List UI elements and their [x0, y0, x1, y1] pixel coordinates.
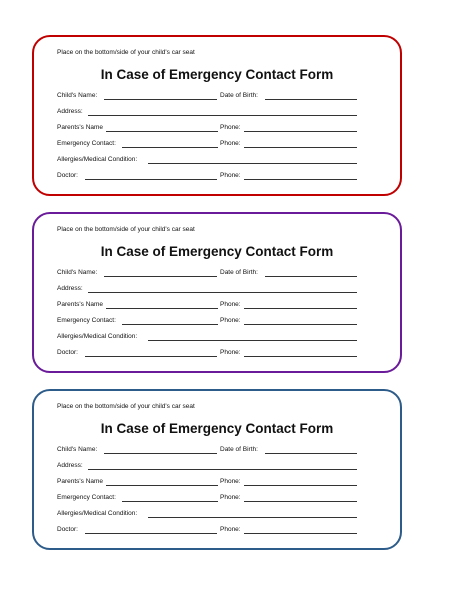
doctor-label: Doctor: [57, 526, 78, 533]
phone-label: Phone: [220, 349, 241, 356]
parents-name-label: Parents's Name [57, 124, 104, 131]
parents-name-field[interactable] [106, 131, 218, 132]
emergency-contact-label: Emergency Contact: [57, 494, 116, 501]
childs-name-label: Child's Name: [57, 446, 98, 453]
phone-label: Phone: [220, 478, 241, 485]
doctor-field[interactable] [85, 356, 217, 357]
parents-name-field[interactable] [106, 308, 218, 309]
phone-label: Phone: [220, 124, 241, 131]
card-note: Place on the bottom/side of your child's car seat [57, 49, 195, 56]
allergies-label: Allergies/Medical Condition: [57, 510, 138, 517]
date-of-birth-label: Date of Birth: [220, 92, 258, 99]
phone-label: Phone: [220, 317, 241, 324]
card-note: Place on the bottom/side of your child's car seat [57, 226, 195, 233]
doctor-phone-field[interactable] [244, 179, 357, 180]
address-field[interactable] [88, 292, 357, 293]
parents-phone-field[interactable] [244, 485, 357, 486]
parents-name-label: Parents's Name [57, 301, 104, 308]
emergency-contact-field[interactable] [122, 324, 218, 325]
emergency-contact-field[interactable] [122, 501, 218, 502]
allergies-label: Allergies/Medical Condition: [57, 156, 138, 163]
date-of-birth-label: Date of Birth: [220, 269, 258, 276]
phone-label: Phone: [220, 301, 241, 308]
allergies-field[interactable] [148, 340, 357, 341]
form-title: In Case of Emergency Contact Form [100, 67, 334, 82]
date-of-birth-label: Date of Birth: [220, 446, 258, 453]
parents-name-field[interactable] [106, 485, 218, 486]
childs-name-label: Child's Name: [57, 269, 98, 276]
address-field[interactable] [88, 115, 357, 116]
childs-name-label: Child's Name: [57, 92, 98, 99]
doctor-field[interactable] [85, 533, 217, 534]
address-label: Address: [57, 108, 83, 115]
date-of-birth-field[interactable] [265, 453, 357, 454]
parents-phone-field[interactable] [244, 308, 357, 309]
emergency-contact-label: Emergency Contact: [57, 317, 116, 324]
doctor-phone-field[interactable] [244, 533, 357, 534]
allergies-label: Allergies/Medical Condition: [57, 333, 138, 340]
phone-label: Phone: [220, 172, 241, 179]
date-of-birth-field[interactable] [265, 99, 357, 100]
allergies-field[interactable] [148, 517, 357, 518]
childs-name-field[interactable] [104, 276, 217, 277]
emergency-form-card-2 [32, 212, 402, 373]
form-title: In Case of Emergency Contact Form [100, 421, 334, 436]
phone-label: Phone: [220, 526, 241, 533]
doctor-phone-field[interactable] [244, 356, 357, 357]
doctor-field[interactable] [85, 179, 217, 180]
address-field[interactable] [88, 469, 357, 470]
childs-name-field[interactable] [104, 99, 217, 100]
doctor-label: Doctor: [57, 349, 78, 356]
card-note: Place on the bottom/side of your child's car seat [57, 403, 195, 410]
emergency-phone-field[interactable] [244, 147, 357, 148]
date-of-birth-field[interactable] [265, 276, 357, 277]
parents-phone-field[interactable] [244, 131, 357, 132]
emergency-form-card-1 [32, 35, 402, 196]
address-label: Address: [57, 285, 83, 292]
parents-name-label: Parents's Name [57, 478, 104, 485]
emergency-phone-field[interactable] [244, 501, 357, 502]
emergency-phone-field[interactable] [244, 324, 357, 325]
doctor-label: Doctor: [57, 172, 78, 179]
childs-name-field[interactable] [104, 453, 217, 454]
allergies-field[interactable] [148, 163, 357, 164]
emergency-form-card-3 [32, 389, 402, 550]
form-title: In Case of Emergency Contact Form [100, 244, 334, 259]
phone-label: Phone: [220, 140, 241, 147]
phone-label: Phone: [220, 494, 241, 501]
emergency-contact-field[interactable] [122, 147, 218, 148]
address-label: Address: [57, 462, 83, 469]
emergency-contact-label: Emergency Contact: [57, 140, 116, 147]
